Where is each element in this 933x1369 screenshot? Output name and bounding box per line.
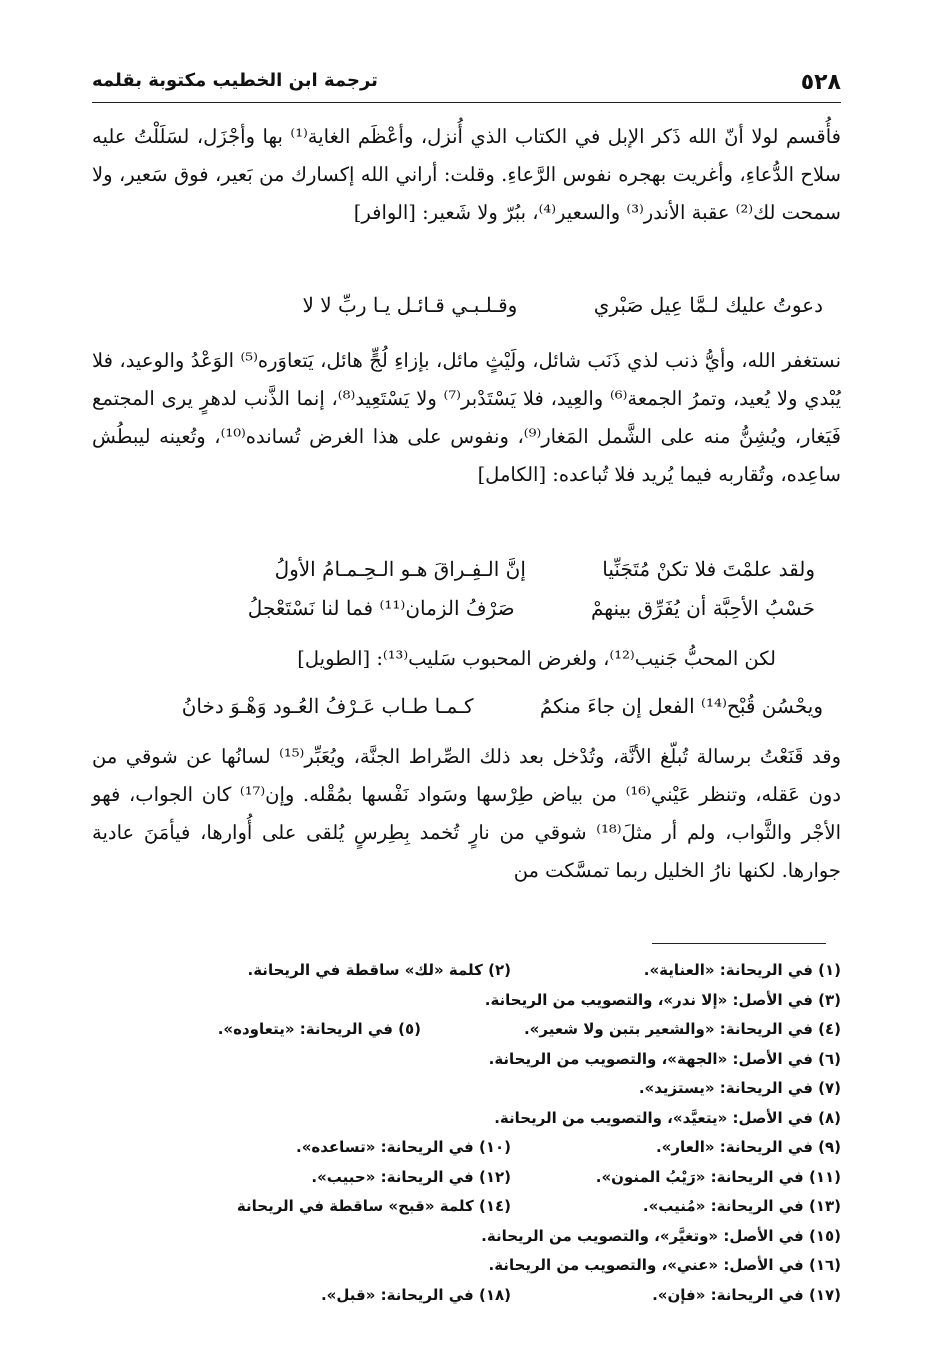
verse-1-second-hemistich: وقـلـبـي قـائـل يـا ربِّ لا لا (302, 293, 518, 317)
footnote-6: (٦) في الأصل: «الجهة»، والتصويب من الريحانة. (488, 1049, 841, 1068)
running-header (92, 68, 841, 103)
footnote-row (180, 1015, 841, 1045)
footnote-12: (١٢) في الريحانة: «حبيب». (311, 1167, 511, 1186)
footnote-row (180, 1104, 841, 1134)
footnote-4: (٤) في الريحانة: «والشعير بتبن ولا شعير». (523, 1020, 841, 1038)
paragraph-3: لكن المحبُّ جَنيب⁽¹²⁾، ولغرض المحبوب سَليب⁽¹³⁾: [الطويل] (297, 647, 776, 670)
footnote-8: (٨) في الأصل: «يتعيَّد»، والتصويب من الريحانة. (494, 1108, 841, 1127)
footnote-14: (١٤) كلمة «قبح» ساقطة في الريحانة (236, 1197, 511, 1215)
verse-4 (182, 694, 823, 718)
verse-3-first-hemistich: حَسْبُ الأحِبَّة أن يُفَرِّق بينهمْ (590, 596, 815, 620)
footnote-11: (١١) في الريحانة: «رَيْبُ المنون». (595, 1167, 841, 1186)
verse-1-first-hemistich: دعوتُ عليك لـمَّا عِيل صَبْري (593, 293, 823, 317)
footnote-row (180, 986, 841, 1016)
verse-3-second-hemistich: صَرْفُ الزمان⁽¹¹⁾ فما لنا نَسْتَعْجلُ (247, 596, 515, 620)
footnote-row (180, 1133, 841, 1163)
footnote-row (180, 1251, 841, 1281)
footnote-15: (١٥) في الأصل: «وتغيَّر»، والتصويب من الريحانة. (481, 1226, 841, 1245)
verse-1 (303, 293, 824, 317)
footnotes (180, 956, 841, 1310)
verse-4-first-hemistich: ويحْسُن قُبْح⁽¹⁴⁾ الفعل إن جاءَ منكمُ (539, 694, 823, 718)
footnote-row (180, 1281, 841, 1311)
verse-2-first-hemistich: ولقد علمْتَ فلا تكنْ مُتَجَنِّيا (602, 557, 815, 581)
paragraph-2: نستغفر الله، وأيُّ ذنب لذي ذَنَب شائل، ولَيْثٍ مائل، بإزاءِ لُجٍّ هائل، يَتعاوَره⁽⁵⁾ الوَعْدُ والوعيد، فلا يُبْدي ولا يُعيد، وتمرُ الجمعة⁽⁶⁾ والعِيد، فلا يَسْتَدْبر⁽⁷⁾ ولا يَسْتَعِيد⁽⁸⁾، إنما الذَّنب لدهرٍ يرى المجتمع فَيَغار، ويُشِنُّ منه على الشَّمل المَغار⁽⁹⁾، ونفوس على هذا الغرض تُسانده⁽¹⁰⁾، وتُعينه ليبطُش ساعِده، وتُقاربه فيما يُريد فلا تُباعده: [الكامل] (92, 349, 842, 486)
footnote-18: (١٨) في الريحانة: «قبل». (320, 1285, 511, 1304)
paragraph-4: وقد قَنَعْتُ برسالة تُبلّغ الأنَّة، وتُدْخل بعد ذلك الصِّراط الجنَّة، ويُعَبِّر⁽¹⁵⁾ لسانُها عن شوقي من دون عَقله، وتنظر عَيْني⁽¹⁶⁾ من بياض طِرْسها وسَواد نَفْسها بمُقْله. وإن⁽¹⁷⁾ كان الجواب، فهو الأجْر والثَّواب، ولم أر مثلَ⁽¹⁸⁾ شوقي من نارٍ تُخمد بِطِرسٍ يُلقى على أُوارها، فيأمَنَ عادية جوارها. لكنها نارُ الخليل ربما تمسَّكت من (92, 745, 842, 882)
verse-3 (248, 596, 815, 620)
footnote-1: (١) في الريحانة: «العناية». (643, 961, 841, 979)
verse-4-second-hemistich: كـمـا طـاب عَـرْفُ العُـود وَهْـوَ دخانُ (181, 694, 474, 718)
verse-2 (275, 557, 815, 581)
footnote-row (180, 956, 841, 986)
running-title: ترجمة ابن الخطيب مكتوبة بقلمه (92, 70, 378, 91)
page-number: ٥٢٨ (800, 70, 841, 95)
paragraph-3-block (92, 640, 841, 678)
paragraph-2-block (92, 342, 841, 494)
footnote-row (180, 1192, 841, 1222)
footnote-row (180, 1163, 841, 1193)
verse-2-second-hemistich: إنَّ الـفِـراقَ هـو الـحِـمـامُ الأولُ (274, 557, 526, 581)
footnote-2: (٢) كلمة «لك» ساقطة في الريحانة. (247, 961, 511, 979)
footnote-3: (٣) في الأصل: «إلا ندر»، والتصويب من الريحانة. (484, 990, 841, 1009)
footnote-7: (٧) في الريحانة: «يستزيد». (638, 1079, 841, 1097)
paragraph-1: فأُقسم لولا أنّ الله ذَكر الإبل في الكتاب الذي أُنزل، وأعْظَم الغاية⁽¹⁾ بها وأجْزَل، لسَلَلْتُ عليه سلاح الدُّعاءِ، وأغريت بهجره نفوس الرَّعاءِ. وقلت: أراني الله إكسارك من بَعير، فوق سَعير، ولا سمحت لك⁽²⁾ عقبة الأندر⁽³⁾ والسعير⁽⁴⁾، ببُرّ ولا شَعير: [الوافر] (92, 125, 841, 224)
paragraph-1-block (92, 118, 841, 232)
footnote-row (180, 1045, 841, 1075)
footnote-row (180, 1074, 841, 1104)
footnote-10: (١٠) في الريحانة: «تساعده». (296, 1138, 511, 1156)
footnote-5: (٥) في الريحانة: «يتعاوده». (217, 1020, 421, 1038)
footnote-9: (٩) في الريحانة: «العار». (655, 1138, 841, 1156)
footnote-13: (١٣) في الريحانة: «مُنيب». (642, 1197, 841, 1215)
footnote-16: (١٦) في الأصل: «عني»، والتصويب من الريحانة. (488, 1256, 841, 1274)
footnote-separator (652, 943, 826, 944)
footnote-17: (١٧) في الريحانة: «فإن». (652, 1285, 841, 1304)
paragraph-4-block (92, 738, 841, 890)
footnote-row (180, 1222, 841, 1252)
